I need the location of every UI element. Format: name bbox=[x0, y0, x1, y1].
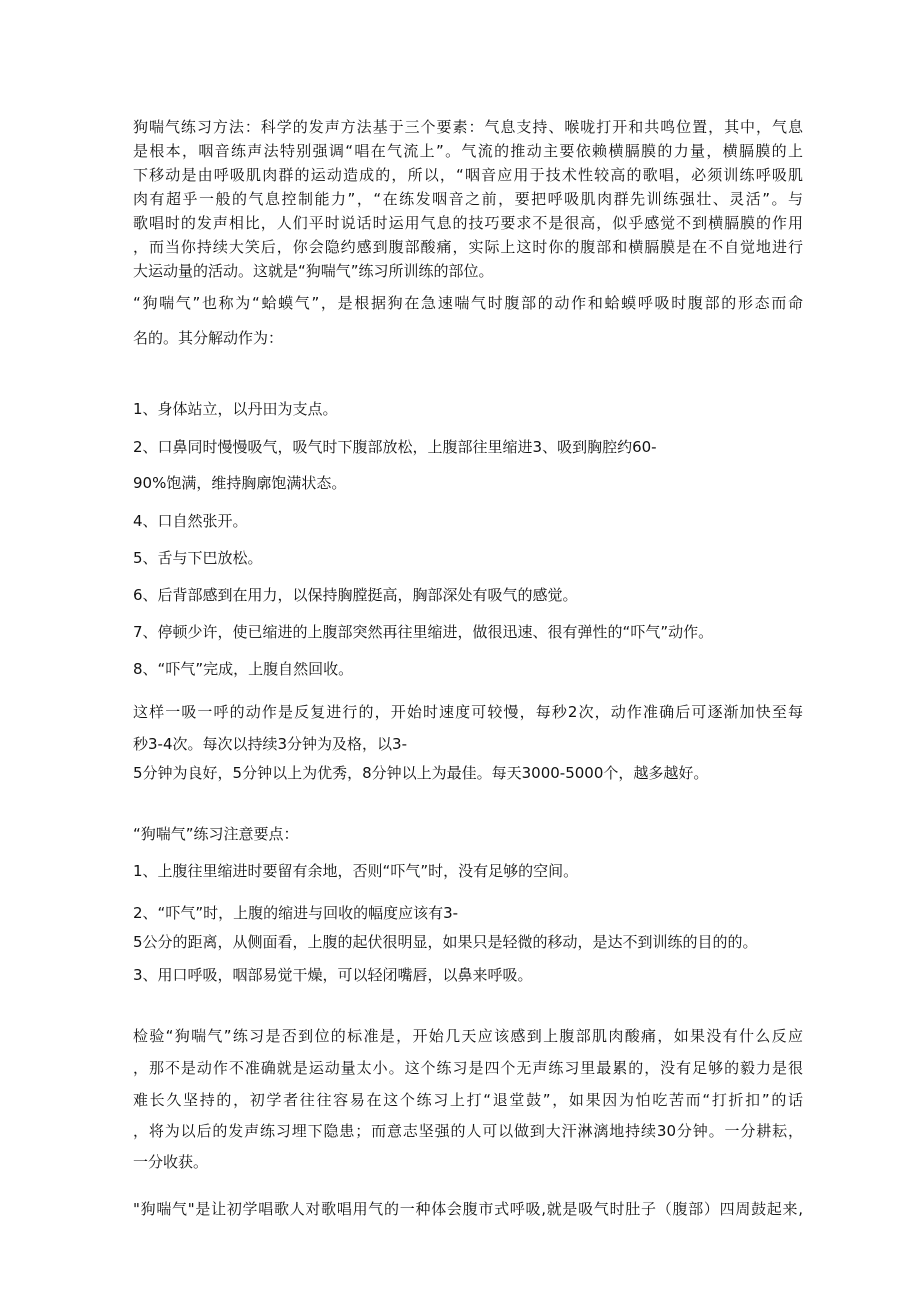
text-line: 检验“狗喘气”练习是否到位的标准是，开始几天应该感到上腹部肌肉酸痛，如果没有什么反应 bbox=[133, 1027, 803, 1045]
list-item: 90%饱满，维持胸廓饱满状态。 bbox=[133, 474, 347, 492]
list-item: 7、停顿少许，使已缩进的上腹部突然再往里缩进，做很迅速、很有弹性的“吓气”动作。 bbox=[133, 623, 714, 641]
list-item: 1、身体站立，以丹田为支点。 bbox=[133, 400, 338, 418]
text-line: 歌唱时的发声相比，人们平时说话时运用气息的技巧要求不是很高，似乎感觉不到横膈膜的作用 bbox=[133, 214, 803, 232]
text-line: "狗喘气"是让初学唱歌人对歌唱用气的一种体会腹市式呼吸,就是吸气时肚子（腹部）四周鼓起来, bbox=[133, 1200, 803, 1218]
text-line: 是根本，咽音练声法特别强调“唱在气流上”。气流的推动主要依赖横膈膜的力量，横膈膜的上 bbox=[133, 142, 803, 160]
text-line: ，将为以后的发声练习埋下隐患；而意志坚强的人可以做到大汗淋漓地持续30分钟。一分耕耘， bbox=[133, 1122, 803, 1140]
list-item: 2、“吓气”时，上腹的缩进与回收的幅度应该有3- bbox=[133, 904, 459, 922]
text-line: 大运动量的活动。这就是“狗喘气”练习所训练的部位。 bbox=[133, 262, 494, 280]
list-item: 3、用口呼吸，咽部易觉干燥，可以轻闭嘴唇，以鼻来呼吸。 bbox=[133, 966, 533, 984]
list-item: 6、后背部感到在用力，以保持胸膛挺高，胸部深处有吸气的感觉。 bbox=[133, 586, 578, 604]
list-item: 2、口鼻同时慢慢吸气，吸气时下腹部放松，上腹部往里缩进3、吸到胸腔约60- bbox=[133, 438, 657, 456]
list-item: 1、上腹往里缩进时要留有余地，否则“吓气”时，没有足够的空间。 bbox=[133, 862, 579, 880]
text-line: 肉有超乎一般的气息控制能力”，“在练发咽音之前，要把呼吸肌肉群先训练强壮、灵活”。与 bbox=[133, 190, 803, 208]
text-line: ，而当你持续大笑后，你会隐约感到腹部酸痛，实际上这时你的腹部和横膈膜是在不自觉地进行 bbox=[133, 238, 803, 256]
text-line: 一分收获。 bbox=[133, 1153, 209, 1171]
text-line: 名的。其分解动作为： bbox=[133, 329, 284, 347]
text-line: “狗喘气”也称为“蛤蟆气”，是根据狗在急速喘气时腹部的动作和蛤蟆呼吸时腹部的形态而命 bbox=[133, 294, 803, 312]
list-item: 5公分的距离，从侧面看，上腹的起伏很明显，如果只是轻微的移动，是达不到训练的目的的。 bbox=[133, 933, 758, 951]
text-line: 下移动是由呼吸肌肉群的运动造成的，所以，“咽音应用于技术性较高的歌唱，必须训练呼吸肌 bbox=[133, 166, 803, 184]
list-item: 8、“吓气”完成，上腹自然回收。 bbox=[133, 660, 354, 678]
text-line: 5分钟为良好，5分钟以上为优秀，8分钟以上为最佳。每天3000-5000个，越多越好。 bbox=[133, 764, 709, 782]
text-line: 这样一吸一呼的动作是反复进行的，开始时速度可较慢，每秒2次，动作准确后可逐渐加快至每 bbox=[133, 703, 803, 721]
text-line: 难长久坚持的，初学者往往容易在这个练习上打“退堂鼓”，如果因为怕吃苦而“打折扣”的话 bbox=[133, 1091, 803, 1109]
section-title: “狗喘气”练习注意要点： bbox=[133, 825, 299, 843]
text-line: 狗喘气练习方法：科学的发声方法基于三个要素：气息支持、喉咙打开和共鸣位置，其中，气息 bbox=[133, 118, 803, 136]
text-line: 秒3-4次。每次以持续3分钟为及格，以3- bbox=[133, 735, 408, 753]
list-item: 5、舌与下巴放松。 bbox=[133, 549, 263, 567]
list-item: 4、口自然张开。 bbox=[133, 512, 248, 530]
text-line: ，那不是动作不准确就是运动量太小。这个练习是四个无声练习里最累的，没有足够的毅力是很 bbox=[133, 1059, 803, 1077]
